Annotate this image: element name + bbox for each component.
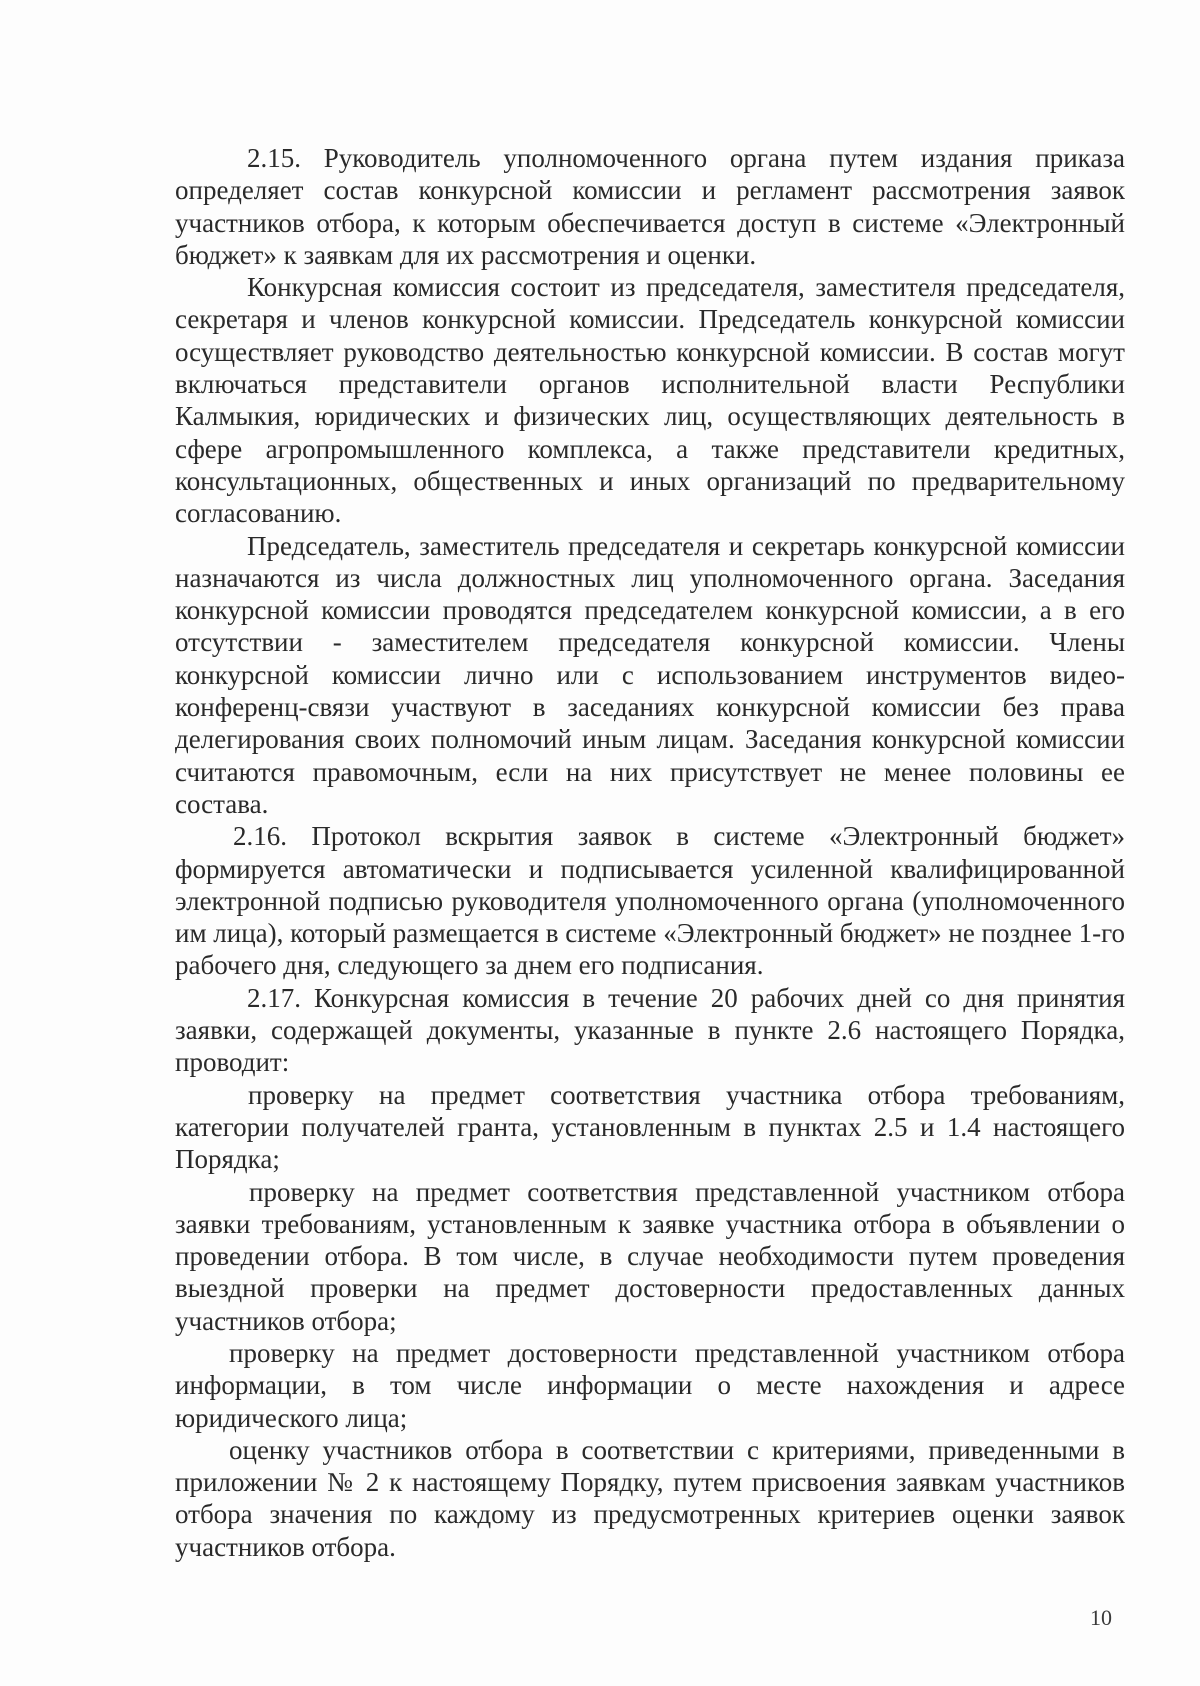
document-body <box>175 142 1125 1563</box>
page-number: 10 <box>1090 1605 1112 1630</box>
paragraph-check-eligibility: проверку на предмет соответствия участника отбора требованиям, категории получателей гранта, установленным в пунктах 2.5 и 1.4 настоящего Порядка; <box>175 1079 1125 1175</box>
paragraph-evaluation: оценку участников отбора в соответствии с критериями, приведенными в приложении № 2 к настоящему Порядку, путем присвоения заявкам участников отбора значения по каждому из предусмотренных критериев оценки заявок участников отбора. <box>175 1434 1125 1562</box>
paragraph-2-15: 2.15. Руководитель уполномоченного органа путем издания приказа определяет состав конкурсной комиссии и регламент рассмотрения заявок участников отбора, к которым обеспечивается доступ в системе «Электронный бюджет» к заявкам для их рассмотрения и оценки. <box>175 143 1125 270</box>
paragraph-commission-composition: Конкурсная комиссия состоит из председателя, заместителя председателя, секретаря и членов конкурсной комиссии. Председатель конкурсной комиссии осуществляет руководство деятельностью конкурсной комиссии. В состав могут включаться представители органов исполнительной власти Республики Калмыкия, юридических и физических лиц, осуществляющих деятельность в сфере агропромышленного комплекса, а также представители кредитных, консультационных, общественных и иных организаций по предварительному согласованию. <box>175 272 1125 529</box>
paragraph-2-17: 2.17. Конкурсная комиссия в течение 20 рабочих дней со дня принятия заявки, содержащей документы, указанные в пункте 2.6 настоящего Порядка, проводит: <box>175 982 1125 1078</box>
paragraph-check-information: проверку на предмет достоверности представленной участником отбора информации, в том числе информации о месте нахождения и адресе юридического лица; <box>175 1337 1125 1433</box>
paragraph-commission-chair: Председатель, заместитель председателя и секретарь конкурсной комиссии назначаются из числа должностных лиц уполномоченного органа. Заседания конкурсной комиссии проводятся председателем конкурсной комиссии, а в его отсутствии - заместителем председателя конкурсной комиссии. Члены конкурсной комиссии лично или с использованием инструментов видео-конференц-связи участвуют в заседаниях конкурсной комиссии без права делегирования своих полномочий иным лицам. Заседания конкурсной комиссии считаются правомочным, если на них присутствует не менее половины ее состава. <box>175 530 1125 819</box>
paragraph-2-16: 2.16. Протокол вскрытия заявок в системе «Электронный бюджет» формируется автоматически и подписывается усиленной квалифицированной электронной подписью руководителя уполномоченного органа (уполномоченного им лица), который размещается в системе «Электронный бюджет» не позднее 1-го рабочего дня, следующего за днем его подписания. <box>175 821 1125 981</box>
paragraph-check-application: проверку на предмет соответствия представленной участником отбора заявки требованиям, установленным к заявке участника отбора в объявлении о проведении отбора. В том числе, в случае необходимости путем проведения выездной проверки на предмет достоверности предоставленных данных участников отбора; <box>175 1176 1125 1336</box>
